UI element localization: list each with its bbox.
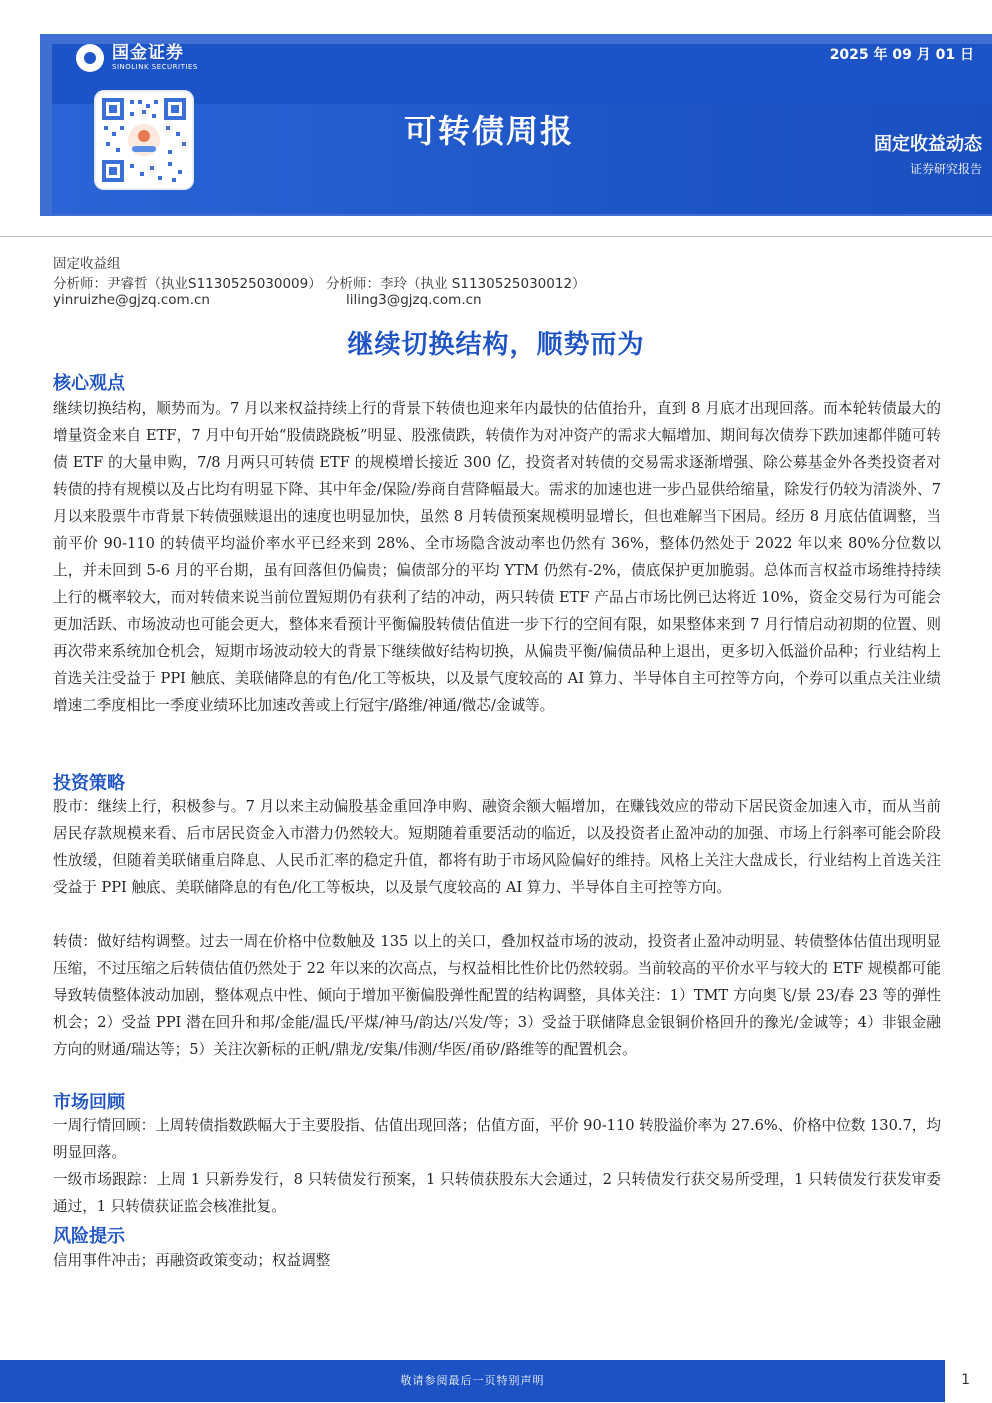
- section-heading-risk: 风险提示: [53, 1226, 125, 1247]
- analyst-email-2: liling3@gjzq.com.cn: [346, 292, 482, 308]
- logo-mark-icon: [76, 44, 104, 72]
- analyst-email-1: yinruizhe@gjzq.com.cn: [53, 292, 210, 308]
- report-date: 2025 年 09 月 01 日: [829, 47, 974, 63]
- logo-name-cn: 国金证券: [112, 43, 184, 63]
- report-series-title: 可转债周报: [404, 112, 575, 150]
- section-heading-market-review: 市场回顾: [53, 1092, 125, 1113]
- paragraph-primary-market: 一级市场跟踪：上周 1 只新券发行，8 只转债发行预案，1 只转债获股东大会通过，2 只转债发行获交易所受理，1 只转债发行获发审委通过，1 只转债获证监会核准批复。: [53, 1171, 941, 1215]
- analyst-line: 分析师：尹睿哲（执业S1130525030009） 分析师：李玲（执业 S1130525030012）: [53, 276, 586, 292]
- qr-code-icon: [96, 92, 192, 188]
- report-category: 固定收益动态: [874, 134, 982, 155]
- page-number: 1: [961, 1372, 970, 1388]
- paragraph-weekly-review: 一周行情回顾：上周转债指数跌幅大于主要股指、估值出现回落；估值方面，平价 90-110 转股溢价率为 27.6%、价格中位数 130.7，均明显回落。: [53, 1117, 941, 1161]
- paragraph-risk: 信用事件冲击；再融资政策变动；权益调整: [53, 1252, 331, 1269]
- paragraph-core-view: 继续切换结构，顺势而为。7 月以来权益持续上行的背景下转债也迎来年内最快的估值抬升，直到 8 月底才出现回落。而本轮转债最大的增量资金来自 ETF，7 月中旬开始“股债跷跷板”明显、股涨债跌，转债作为对冲资产的需求大幅增加、期间每次债券下跌加速都伴随可转债 ETF 的大量申购，7/8 月两只可转债 ETF 的规模增长接近 300 亿，投资者对转债的交易需求逐渐增强、除公募基金外各类投资者对转债的持有规模以及占比均有明显下降、其中年金/保险/券商自营降幅最大。需求的加速也进一步凸显供给缩量，除发行仍较为清淡外、7 月以来股票牛市背景下转债强赎退出的速度也明显加快，虽然 8 月转债预案规模明显增长，但也难解当下困局。经历 8 月底估值调整，当前平价 90-110 的转债平均溢价率水平已经来到 28%、全市场隐含波动率也仍然有 36%，整体仍然处于 2022 年以来 80%分位数以上，并未回到 5-6 月的平台期，虽有回落但仍偏贵；偏债部分的平均 YTM 仍然有-2%，债底保护更加脆弱。总体而言权益市场维持持续上行的概率较大，而对转债来说当前位置短期仍有获利了结的冲动，两只转债 ETF 产品占市场比例已达将近 10%，资金交易行为可能会更加活跃、市场波动也可能会更大，整体来看预计平衡偏股转债估值进一步下行的空间有限，如果整体来到 7 月行情启动初期的位置、则再次带来系统加仓机会，短期市场波动较大的背景下继续做好结构切换，从偏贵平衡/偏债品种上退出，更多切入低溢价品种；行业结构上首选关注受益于 PPI 触底、美联储降息的有色/化工等板块，以及景气度较高的 AI 算力、半导体自主可控等方向，个券可以重点关注业绩增速二季度相比一季度业绩环比加速改善或上行冠宇/路维/神通/微芯/金诚等。: [53, 400, 941, 714]
- report-type: 证券研究报告: [909, 162, 982, 176]
- paragraph-strategy-stock: 股市：继续上行，积极参与。7 月以来主动偏股基金重回净申购、融资余额大幅增加，在赚钱效应的带动下居民资金加速入市，而从当前居民存款规模来看、后市居民资金入市潜力仍然较大。短期随着重要活动的临近，以及投资者止盈冲动的加强、市场上行斜率可能会阶段性放缓，但随着美联储重启降息、人民币汇率的稳定升值，都将有助于市场风险偏好的维持。风格上关注大盘成长，行业结构上首选关注受益于 PPI 触底、美联储降息的有色/化工等板块，以及景气度较高的 AI 算力、半导体自主可控等方向。: [53, 798, 941, 896]
- research-group: 固定收益组: [53, 256, 121, 272]
- paragraph-strategy-bond: 转债：做好结构调整。过去一周在价格中位数触及 135 以上的关口，叠加权益市场的波动，投资者止盈冲动明显、转债整体估值出现明显压缩，不过压缩之后转债估值仍然处于 22 年以来的次高点，与权益相比性价比仍然较弱。当前较高的平价水平与较大的 ETF 规模都可能导致转债整体波动加剧，整体观点中性、倾向于增加平衡偏股弹性配置的结构调整，具体关注：1）TMT 方向奥飞/景 23/春 23 等的弹性机会；2）受益 PPI 潜在回升和邦/金能/温氏/平煤/神马/韵达/兴发/等；3）受益于联储降息金银铜价格回升的豫光/金诚等；4）非银金融方向的财通/瑞达等；5）关注次新标的正帆/鼎龙/安集/伟测/华医/甬矽/路维等的配置机会。: [53, 933, 941, 1058]
- document-title: 继续切换结构，顺势而为: [347, 330, 645, 360]
- company-logo: [76, 44, 198, 72]
- logo-name-en: SINOLINK SECURITIES: [112, 63, 198, 71]
- section-heading-core-view: 核心观点: [53, 373, 125, 394]
- header-divider: [0, 236, 992, 237]
- footer-disclaimer-link[interactable]: 敬请参阅最后一页特别声明: [400, 1374, 545, 1387]
- section-heading-strategy: 投资策略: [53, 773, 125, 794]
